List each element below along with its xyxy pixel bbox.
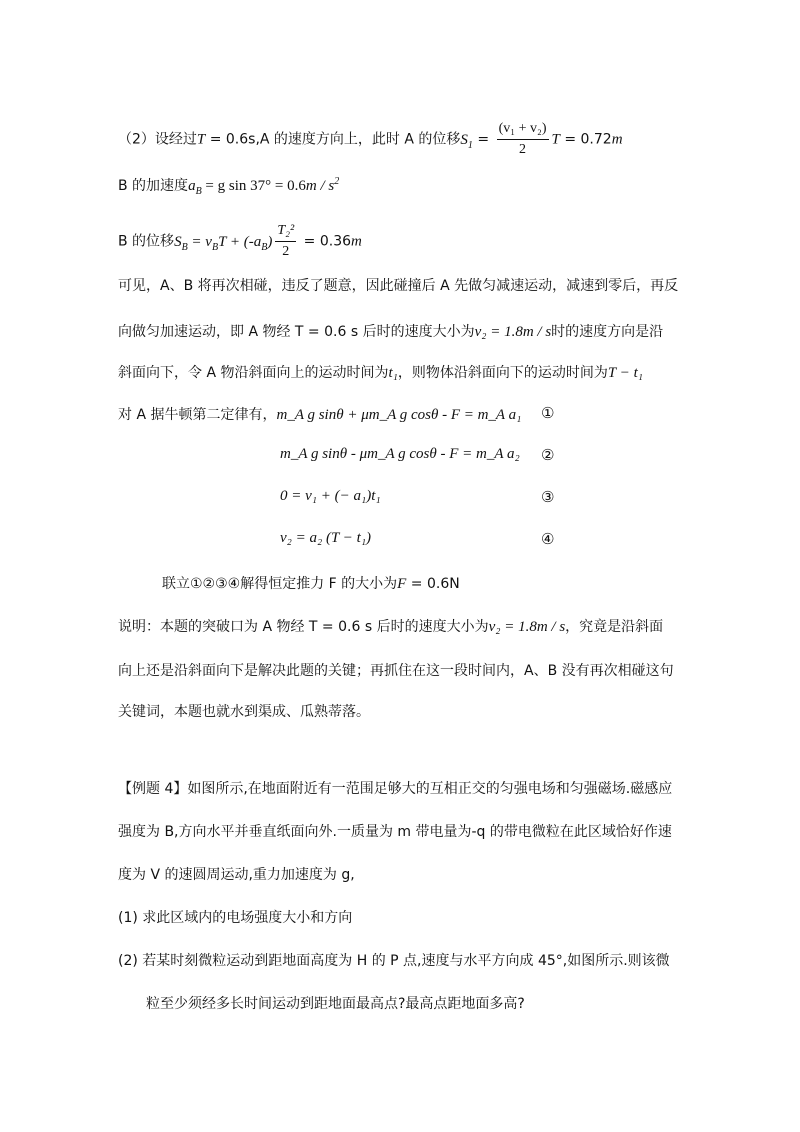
var-S1: $S_1$ — [460, 131, 473, 151]
expression: = g sin 37° = 0.6 — [201, 178, 306, 194]
result-value: = 0.72 — [559, 131, 612, 148]
question-1: (1) 求此区域内的电场强度大小和方向 — [118, 910, 353, 926]
var-T: T — [551, 131, 560, 148]
fraction-T2: $\frac{\text{T₂²}}{2}$ — [277, 223, 295, 259]
label: B 的位移 — [118, 233, 175, 250]
note-line1: 说明：本题的突破口为 A 物经 T = 0.6 s 后时的速度大小为v₂ = 1.8m / s，究竟是沿斜面 — [118, 619, 664, 635]
question-2-line2: 粒至少须经多长时间运动到距地面最高点?最高点距地面多高? — [146, 996, 525, 1012]
example4-line2: 强度为 B,方向水平并垂直纸面向外.一质量为 m 带电量为-q 的带电微粒在此区域恰好作速 — [118, 824, 672, 840]
expression: = $v_BT + (-a_B)$ — [187, 233, 273, 253]
conclusion-line: 联立①②③④解得恒定推力 F 的大小为F = 0.6N — [162, 576, 460, 592]
equals: = — [472, 131, 494, 148]
eq4-mark: ④ — [541, 530, 555, 548]
para1-line3: 斜面向下，令 A 物沿斜面向上的运动时间为t₁，则物体沿斜面向下的运动时间为T − t₁ — [118, 365, 643, 381]
part2-line — [118, 120, 623, 159]
unit-m: m — [351, 233, 362, 250]
unit-m: m — [611, 131, 623, 148]
eq3-mark: ③ — [541, 488, 555, 506]
label: B 的加速度 — [118, 178, 189, 194]
equations-intro: 对 A 据牛顿第二定律有，m_A g sinθ + μm_A g cosθ - F = m_A a₁ — [118, 407, 522, 423]
para1-line1: 可见，A、B 将再次相碰，违反了题意，因此碰撞后 A 先做匀减速运动，减速到零后，再反 — [118, 278, 679, 294]
part2-prefix: （2）设经过 — [118, 131, 197, 148]
b-displacement-line — [118, 222, 362, 261]
example4-line1: 【例题 4】如图所示,在地面附近有一范围足够大的互相正交的匀强电场和匀强磁场.磁感应 — [118, 781, 673, 797]
result-value: = 0.36 — [299, 233, 352, 250]
para1-line2: 向做匀加速运动，即 A 物经 T = 0.6 s 后时的速度大小为v₂ = 1.8m / s时的速度方向是沿 — [118, 324, 664, 340]
var-T: T — [196, 131, 206, 148]
equation-2: m_A g sinθ - μm_A g cosθ - F = m_A a₂ — [280, 446, 520, 462]
part2-text: = 0.6s,A 的速度方向上，此时 A 的位移 — [205, 131, 461, 148]
unit: m / $s^2$ — [305, 176, 340, 194]
b-acceleration-line — [118, 176, 339, 196]
equation-4: v₂ = a₂ (T − t₁) — [280, 530, 372, 546]
fraction-v1v2: $\frac{\text{(v₁ + v₂)}}{2}$ — [498, 121, 547, 157]
eq1-mark: ① — [541, 404, 555, 422]
example4-line3: 度为 V 的速圆周运动,重力加速度为 g, — [118, 867, 355, 883]
equation-3: 0 = v₁ + (− a₁)t₁ — [280, 488, 381, 504]
var-SB: $S_B$ — [174, 233, 188, 253]
note-line3: 关键词，本题也就水到渠成、瓜熟蒂落。 — [118, 704, 370, 720]
note-line2: 向上还是沿斜面向下是解决此题的关键；再抓住在这一段时间内，A、B 没有再次相碰这句 — [118, 663, 674, 679]
var-aB: $a_B$ — [188, 178, 202, 197]
eq2-mark: ② — [541, 446, 555, 464]
question-2-line1: (2) 若某时刻微粒运动到距地面高度为 H 的 P 点,速度与水平方向成 45°,如图所示.则该微 — [118, 953, 670, 969]
